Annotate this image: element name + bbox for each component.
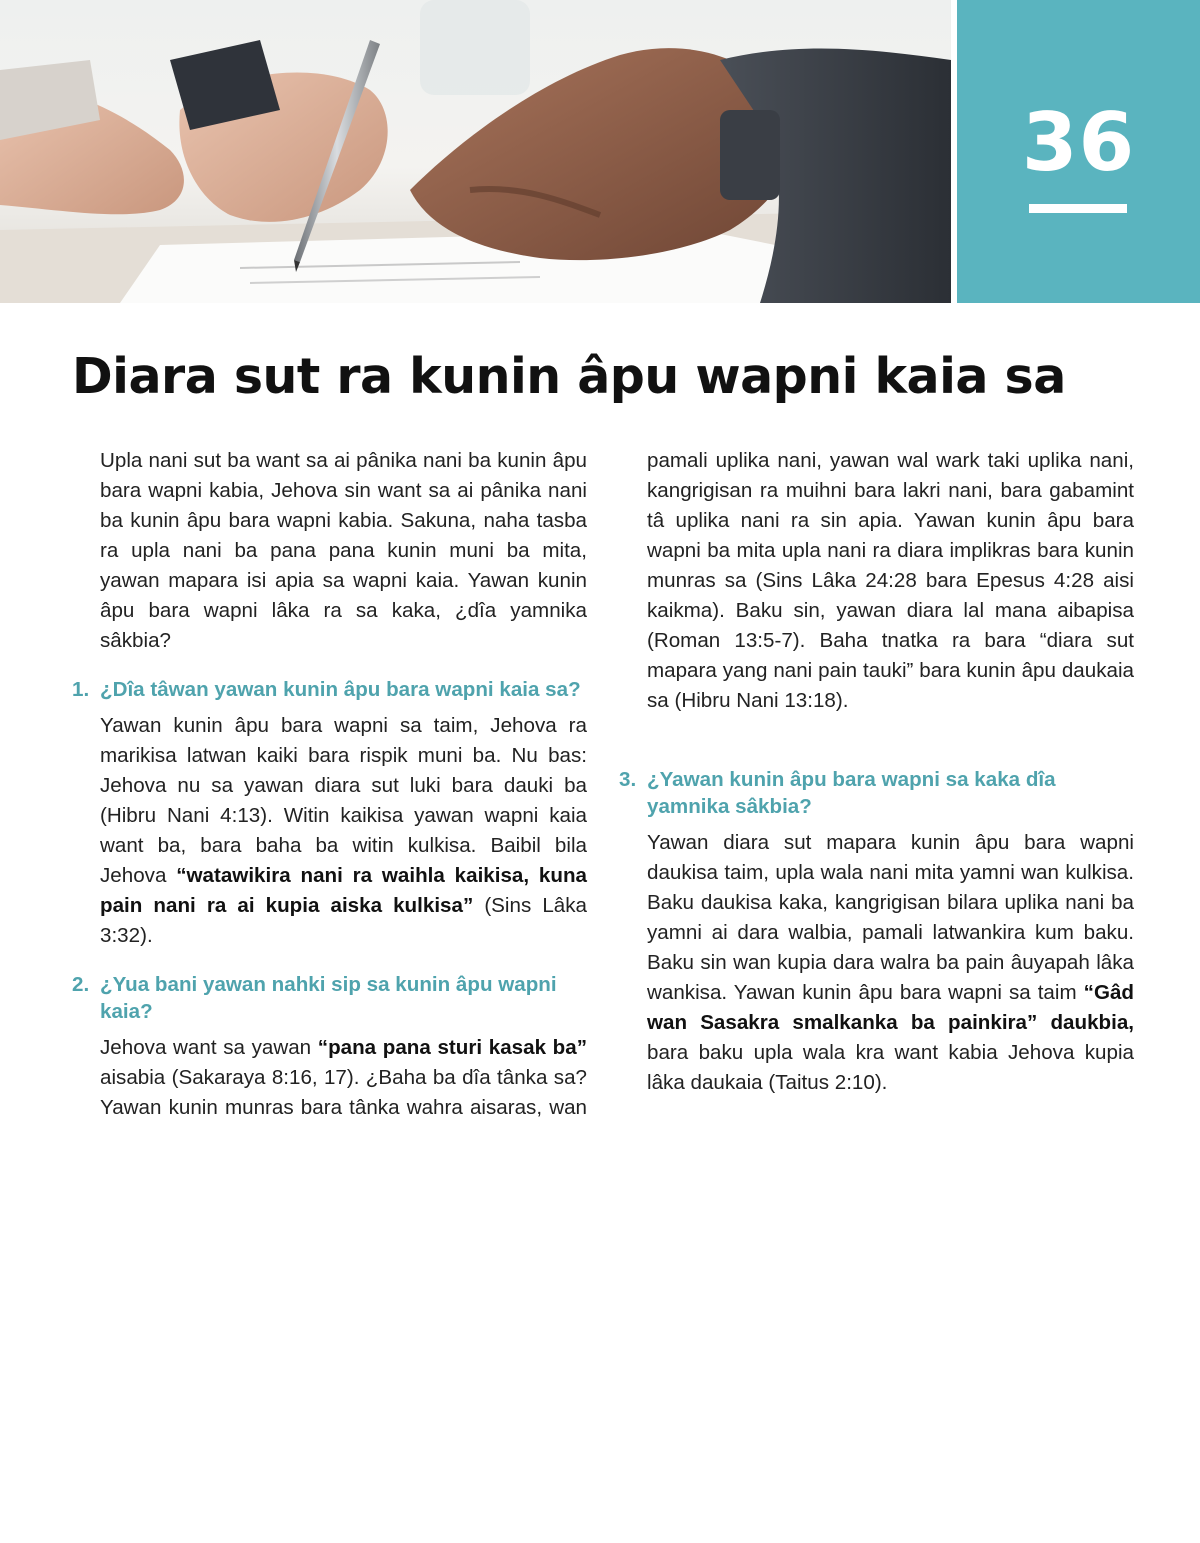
paragraph-text: bara baku upla wala kra want kabia Jehova kupia lâka daukaia (Taitus 2:10). xyxy=(647,1041,1134,1094)
section-question-text: ¿Dîa tâwan yawan kunin âpu bara wapni kaia sa? xyxy=(100,678,581,701)
section-question xyxy=(72,971,587,1025)
section-number: 2. xyxy=(72,973,90,996)
lesson-number: 36 xyxy=(1021,96,1136,189)
section-number: 1. xyxy=(72,678,90,701)
section-question xyxy=(619,766,1134,820)
section-paragraph xyxy=(100,1033,587,1123)
section-number: 3. xyxy=(619,768,637,791)
intro-paragraph: Upla nani sut ba want sa ai pânika nani ba kunin âpu bara wapni kabia, Jehova sin want sa ai pânika nani ba kunin âpu bara wapni kabia. Sakuna, naha tasba ra upla nani ba pana pana kunin muni ba mita, yawan mapara isi apia sa wapni kaia. Yawan kunin âpu bara wapni lâka ra sa kaka, ¿dîa yamnika sâkbia? xyxy=(100,449,587,652)
paragraph-text: aisabia (Sakaraya 8:16, 17). ¿Baha ba dîa tânka sa? Yawan kunin munras bara tânka wahra aisaras, wan xyxy=(100,1066,587,1119)
paragraph-text: Yawan diara sut mapara kunin âpu bara wapni daukisa taim, upla wala nani mita yamni wan kulkisa. Baku daukisa kaka, kangrigisan bilara uplika nani ba yamni ai dara walbia, pamali latwankira kum baku. Baku sin wan kupia dara walra ba pain âuyapah lâka wankisa. Yawan kunin âpu bara wapni sa taim xyxy=(647,831,1134,1004)
lesson-number-panel xyxy=(957,0,1200,303)
section-3 xyxy=(619,766,1134,1098)
left-column xyxy=(72,446,587,1123)
scripture-quote: “pana pana sturi kasak ba” xyxy=(317,1036,587,1059)
section-question-text: ¿Yua bani yawan nahki sip sa kunin âpu wapni kaia? xyxy=(100,973,557,1023)
section-question-text: ¿Yawan kunin âpu bara wapni sa kaka dîa yamnika sâkbia? xyxy=(647,768,1056,818)
scripture-quote: “watawikira nani ra waihla kaikisa, kuna pain nani ra ai kupia aiska kulkisa” xyxy=(100,864,587,917)
section-paragraph xyxy=(100,711,587,951)
paragraph-text: Jehova want sa yawan xyxy=(100,1036,318,1059)
section-paragraph-continued xyxy=(647,446,1134,716)
page-title: Diara sut ra kunin âpu wapni kaia sa xyxy=(72,348,1066,405)
section-paragraph xyxy=(647,828,1134,1098)
lesson-number-underline xyxy=(1029,204,1127,213)
section-1 xyxy=(72,676,587,951)
section-2-continued xyxy=(647,446,1134,746)
right-column xyxy=(619,446,1134,1098)
paragraph-text: Yawan kunin âpu bara wapni sa taim, Jehova ra marikisa latwan kaiki bara rispik muni ba. Nu bas: Jehova nu sa yawan diara sut luki bara dauki ba (Hibru Nani 4:13). Witin kaikisa yawan wapni kaia want ba, bara baha ba witin kulkisa. Baibil bila Jehova xyxy=(100,714,587,887)
paragraph-text: pamali uplika nani, yawan wal wark taki uplika nani, kangrigisan ra muihni bara lakri nani, bara gabamint tâ uplika nani ra sin apia. Yawan kunin âpu bara wapni ba mita upla nani ra diara implikras bara kunin munras sa (Sins Lâka 24:28 bara Epesus 4:28 aisi kaikma). Baku sin, yawan diara lal mana aibapisa (Roman 13:5-7). Baha tnatka ra bara “diara sut mapara yang nani pain tauki” bara kunin âpu daukaia sa (Hibru Nani 13:18). xyxy=(647,449,1134,712)
hero-photo xyxy=(0,0,951,303)
handshake-signing-illustration xyxy=(0,0,951,303)
paragraph-text: (Sins Lâka 3:32). xyxy=(100,894,587,947)
scripture-quote: “Gâd wan Sasakra smalkanka ba painkira” daukbia, xyxy=(647,981,1134,1034)
section-2 xyxy=(72,971,587,1123)
section-question xyxy=(72,676,587,703)
